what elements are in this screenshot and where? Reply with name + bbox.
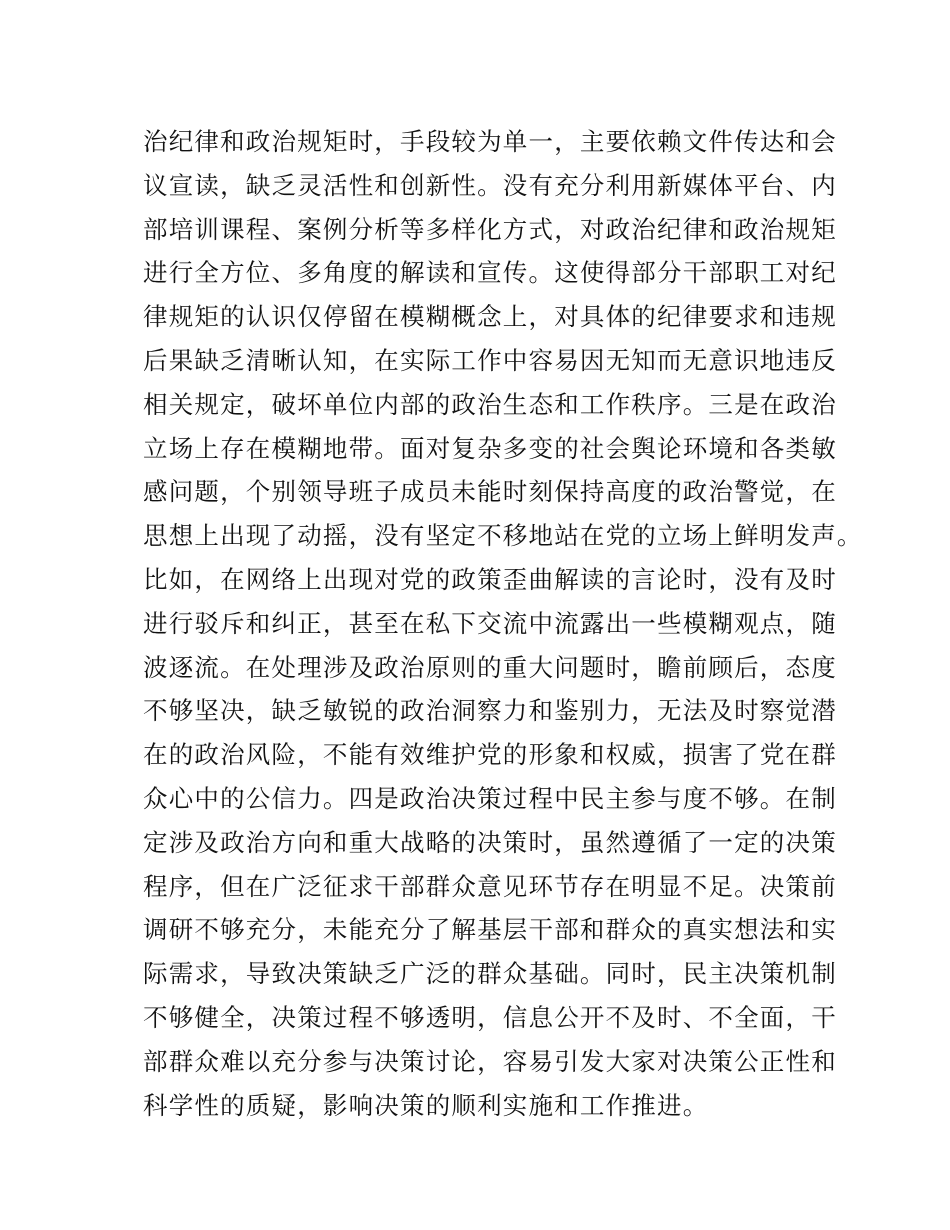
text-line: 程序，但在广泛征求干部群众意见环节存在明显不足。决策前 <box>143 871 837 901</box>
text-line: 感问题，个别领导班子成员未能时刻保持高度的政治警觉，在 <box>143 477 837 507</box>
text-line: 后果缺乏清晰认知，在实际工作中容易因无知而无意识地违反 <box>143 345 837 375</box>
text-line: 不够坚决，缺乏敏锐的政治洞察力和鉴别力，无法及时察觉潜 <box>143 696 837 726</box>
text-line: 进行驳斥和纠正，甚至在私下交流中流露出一些模糊观点，随 <box>143 608 837 638</box>
text-line: 波逐流。在处理涉及政治原则的重大问题时，瞻前顾后，态度 <box>143 652 837 682</box>
body-text <box>143 120 863 1127</box>
text-line: 定涉及政治方向和重大战略的决策时，虽然遵循了一定的决策 <box>143 827 837 857</box>
text-line: 比如，在网络上出现对党的政策歪曲解读的言论时，没有及时 <box>143 564 837 594</box>
text-line: 议宣读，缺乏灵活性和创新性。没有充分利用新媒体平台、内 <box>143 170 837 200</box>
text-line: 部群众难以充分参与决策讨论，容易引发大家对决策公正性和 <box>143 1046 837 1076</box>
text-line: 在的政治风险，不能有效维护党的形象和权威，损害了党在群 <box>143 740 837 770</box>
text-line: 众心中的公信力。四是政治决策过程中民主参与度不够。在制 <box>143 783 837 813</box>
text-line: 进行全方位、多角度的解读和宣传。这使得部分干部职工对纪 <box>143 258 837 288</box>
text-line: 科学性的质疑，影响决策的顺利实施和工作推进。 <box>143 1090 709 1120</box>
text-line: 际需求，导致决策缺乏广泛的群众基础。同时，民主决策机制 <box>143 959 837 989</box>
text-line: 不够健全，决策过程不够透明，信息公开不及时、不全面，干 <box>143 1002 837 1032</box>
text-line: 治纪律和政治规矩时，手段较为单一，主要依赖文件传达和会 <box>143 127 837 156</box>
text-line: 思想上出现了动摇，没有坚定不移地站在党的立场上鲜明发声。 <box>143 521 863 551</box>
text-line: 立场上存在模糊地带。面对复杂多变的社会舆论环境和各类敏 <box>143 433 837 463</box>
text-line: 调研不够充分，未能充分了解基层干部和群众的真实想法和实 <box>143 915 837 945</box>
text-line: 相关规定，破坏单位内部的政治生态和工作秩序。三是在政治 <box>143 389 837 419</box>
text-line: 律规矩的认识仅停留在模糊概念上，对具体的纪律要求和违规 <box>143 302 837 332</box>
text-line: 部培训课程、案例分析等多样化方式，对政治纪律和政治规矩 <box>143 214 837 244</box>
